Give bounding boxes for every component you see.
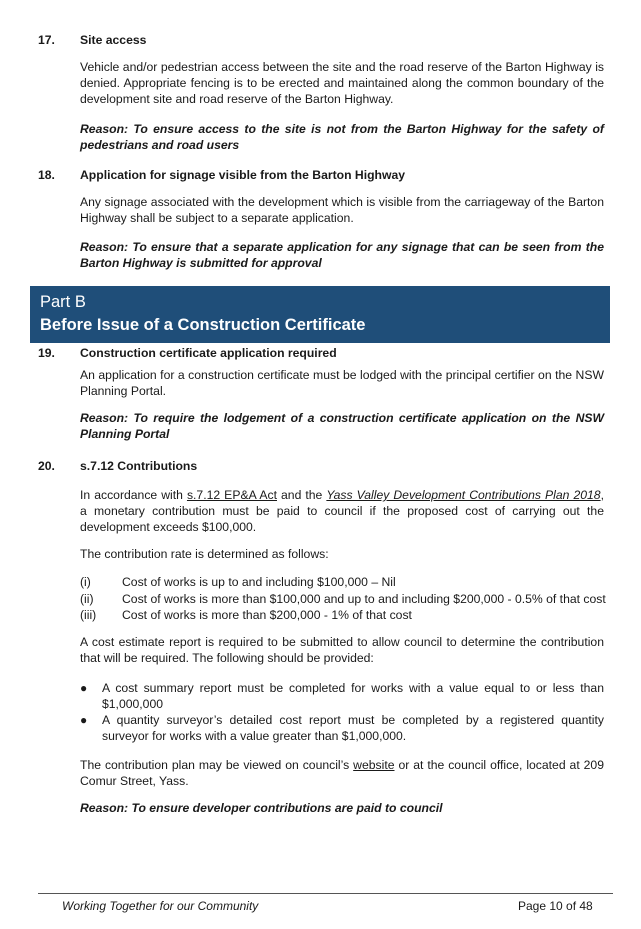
part-title: Before Issue of a Construction Certificate — [40, 316, 366, 334]
rate-text: Cost of works is more than $100,000 and up to and including $200,000 - 0.5% of that cost — [122, 592, 606, 606]
condition-reason: Reason: To ensure developer contributions are paid to council — [80, 801, 443, 815]
plan-text: or at the council office, located at 209 Comur Street, Yass. — [80, 758, 604, 788]
part-label: Part B — [40, 293, 86, 311]
footer-tagline: Working Together for our Community — [62, 899, 259, 913]
condition-heading: Site access — [80, 33, 147, 47]
condition-body: An application for a construction certificate must be lodged with the principal certifier on the NSW Planning Portal. — [80, 368, 604, 398]
rate-text: Cost of works is up to and including $100,000 – Nil — [122, 575, 396, 589]
condition-reason: Reason: To ensure access to the site is not from the Barton Highway for the safety of pedestrians and road users — [80, 122, 604, 152]
page-number: Page 10 of 48 — [518, 899, 593, 913]
rate-label: (iii) — [80, 608, 97, 622]
contribution-plan-text — [80, 757, 604, 789]
act-link[interactable]: s.7.12 EP&A Act — [186, 488, 277, 502]
condition-heading: s.7.12 Contributions — [80, 459, 198, 473]
condition-reason: Reason: To require the lodgement of a construction certificate application on the NSW Planning Portal — [80, 411, 604, 441]
condition-number: 20. — [38, 459, 55, 473]
condition-number: 17. — [38, 33, 55, 47]
condition-body: Any signage associated with the development which is visible from the carriageway of the Barton Highway shall be subject to a separate application. — [80, 195, 604, 225]
rate-text: Cost of works is more than $200,000 - 1% of that cost — [122, 608, 412, 622]
intro-text: , a monetary contribution must be paid to council if the proposed cost of carrying out the development exceeds $100,000. — [80, 488, 604, 534]
cost-estimate-text: A cost estimate report is required to be submitted to allow council to determine the contribution that will be required. The following should be provided: — [80, 635, 604, 665]
condition-number: 19. — [38, 346, 55, 360]
condition-heading: Construction certificate application required — [80, 346, 337, 360]
bullet-text: A quantity surveyor’s detailed cost report must be completed by a registered quantity surveyor for works with a value greater than $1,000,000. — [102, 713, 604, 743]
website-link[interactable]: website — [353, 758, 395, 772]
bullet-icon: ● — [80, 713, 88, 727]
condition-reason: Reason: To ensure that a separate application for any signage that can be seen from the Barton Highway is submitted for approval — [80, 240, 604, 270]
condition-heading: Application for signage visible from the Barton Highway — [80, 168, 406, 182]
contribution-intro — [80, 487, 604, 535]
contributions-plan-link[interactable]: Yass Valley Development Contributions Plan 2018 — [326, 488, 601, 502]
intro-text: In accordance with — [80, 488, 187, 502]
plan-text: The contribution plan may be viewed on council’s — [80, 758, 354, 772]
condition-number: 18. — [38, 168, 55, 182]
condition-body: Vehicle and/or pedestrian access between the site and the road reserve of the Barton Highway is denied. Appropriate fencing is to be erected and maintained along the common boundary of the development site and road reserve of the Barton Highway. — [80, 60, 604, 106]
rate-intro: The contribution rate is determined as follows: — [80, 547, 329, 561]
bullet-icon: ● — [80, 681, 88, 695]
intro-text: and the — [277, 488, 327, 502]
part-b-banner — [30, 286, 610, 343]
rate-label: (ii) — [80, 592, 94, 606]
bullet-text: A cost summary report must be completed for works with a value equal to or less than $1,000,000 — [102, 681, 604, 711]
rate-label: (i) — [80, 575, 91, 589]
footer-divider — [38, 893, 613, 894]
